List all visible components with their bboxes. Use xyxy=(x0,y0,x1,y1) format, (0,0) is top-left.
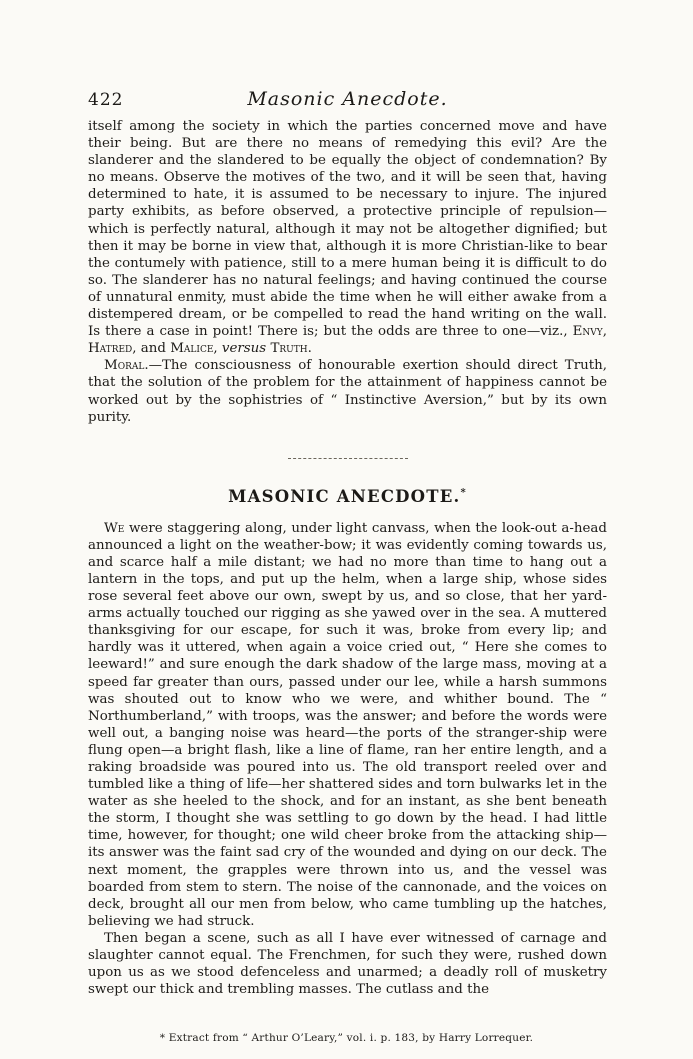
running-head xyxy=(88,88,607,118)
envy-word: Envy xyxy=(572,324,603,340)
opening-word: We xyxy=(104,520,125,536)
article-paragraph-text: were staggering along, under light canvass, when the look-out a-head announced a light on the weather-bow; it was evidently coming towards us, and scarce half a mile distant; we had no more than time to hang out a lantern in the tops, and put up the helm, when a large ship, whose sides rose several feet above our own, swept by us, and so close, that her yard-arms actually touched our rigging as she yawed over in the sea. A muttered thanksgiving for our escape, for such it was, broke from every lip; and hardly was it uttered, when again a voice cried out, “ Here she comes to leeward!” and sure enough the dark shadow of the large mass, moving at a speed far greater than ours, passed under our lee, while a harsh summons was shouted out to know who we were, and whither bound. The “ Northumberland,” with troops, was the answer; and before the words were well out, a banging noise was heard—the ports of the stranger-ship were flung open—a bright flash, like a line of flame, ran her entire length, and a raking broadside was poured into us. The old transport reeled over and tumbled like a thing of life—her shattered sides and torn bulwarks let in the water as she heeled to the shock, and for an instant, as she bent beneath the storm, I thought she was settling to go down by the head. I had little time, however, for thought; one wild cheer broke from the attacking ship—its answer was the faint sad cry of the wounded and dying on our deck. The next moment, the grapples were thrown into us, and the vessel was boarded from stem to stern. The noise of the cannonade, and the voices on deck, brought all our men from below, who came tumbling up the hatches, believing we had struck. xyxy=(88,520,607,929)
moral-text: —The consciousness of honourable exertion should direct Truth, that the solution of the problem for the attainment of happiness cannot be worked out by the sophistries of “ Instinctive Aversion,” but by its own purity. xyxy=(88,358,607,425)
separator: . xyxy=(307,341,312,357)
continued-text: itself among the society in which the parties concerned move and have their being. But are there no means of remedying this evil? Are the slanderer and the slandered to be equally the object of condemnation? By no means. Observe the motives of the two, and it will be seen that, having determined to hate, it is assumed to be necessary to injure. The injured party exhibits, as before observed, a protective principle of repulsion—which is perfectly natural, although it may not be altogether dignified; but then it may be borne in view that, although it is more Christian-like to bear the contumely with patience, still to a mere human being it is difficult to do so. The slanderer has no natural feelings; and having continued the course of unnatural enmity, must abide the time when he will either awake from a distempered dream, or be compelled to read the hand writing on the wall. Is there a case in point! There is; but the odds are three to one—viz., xyxy=(88,119,607,340)
versus-word: versus xyxy=(221,341,267,357)
moral-label: Moral. xyxy=(104,358,149,374)
hatred-word: Hatred xyxy=(88,341,133,357)
article-paragraph xyxy=(88,520,607,930)
article-title-text: MASONIC ANECDOTE. xyxy=(228,486,461,506)
malice-word: Malice xyxy=(170,341,214,357)
footnote: * Extract from “ Arthur O’Leary,” vol. i. p. 183, by Harry Lorrequer. xyxy=(159,1032,534,1044)
page-number: 422 xyxy=(88,90,124,110)
moral-paragraph xyxy=(88,357,607,425)
footnote-marker: * xyxy=(460,487,467,499)
separator: , and xyxy=(132,341,171,357)
separator: , xyxy=(602,324,607,340)
truth-word: Truth xyxy=(270,341,308,357)
section-divider xyxy=(288,458,408,459)
article-paragraph: Then began a scene, such as all I have ever witnessed of carnage and slaughter cannot equal. The Frenchmen, for such they were, rushed down upon us as we stood defenceless and unarmed; a deadly roll of musketry swept our thick and trembling masses. The cutlass and the xyxy=(88,930,607,998)
separator: , xyxy=(213,341,222,357)
running-title: Masonic Anecdote. xyxy=(247,88,448,110)
continued-paragraph xyxy=(88,118,607,357)
article-title xyxy=(88,487,607,506)
